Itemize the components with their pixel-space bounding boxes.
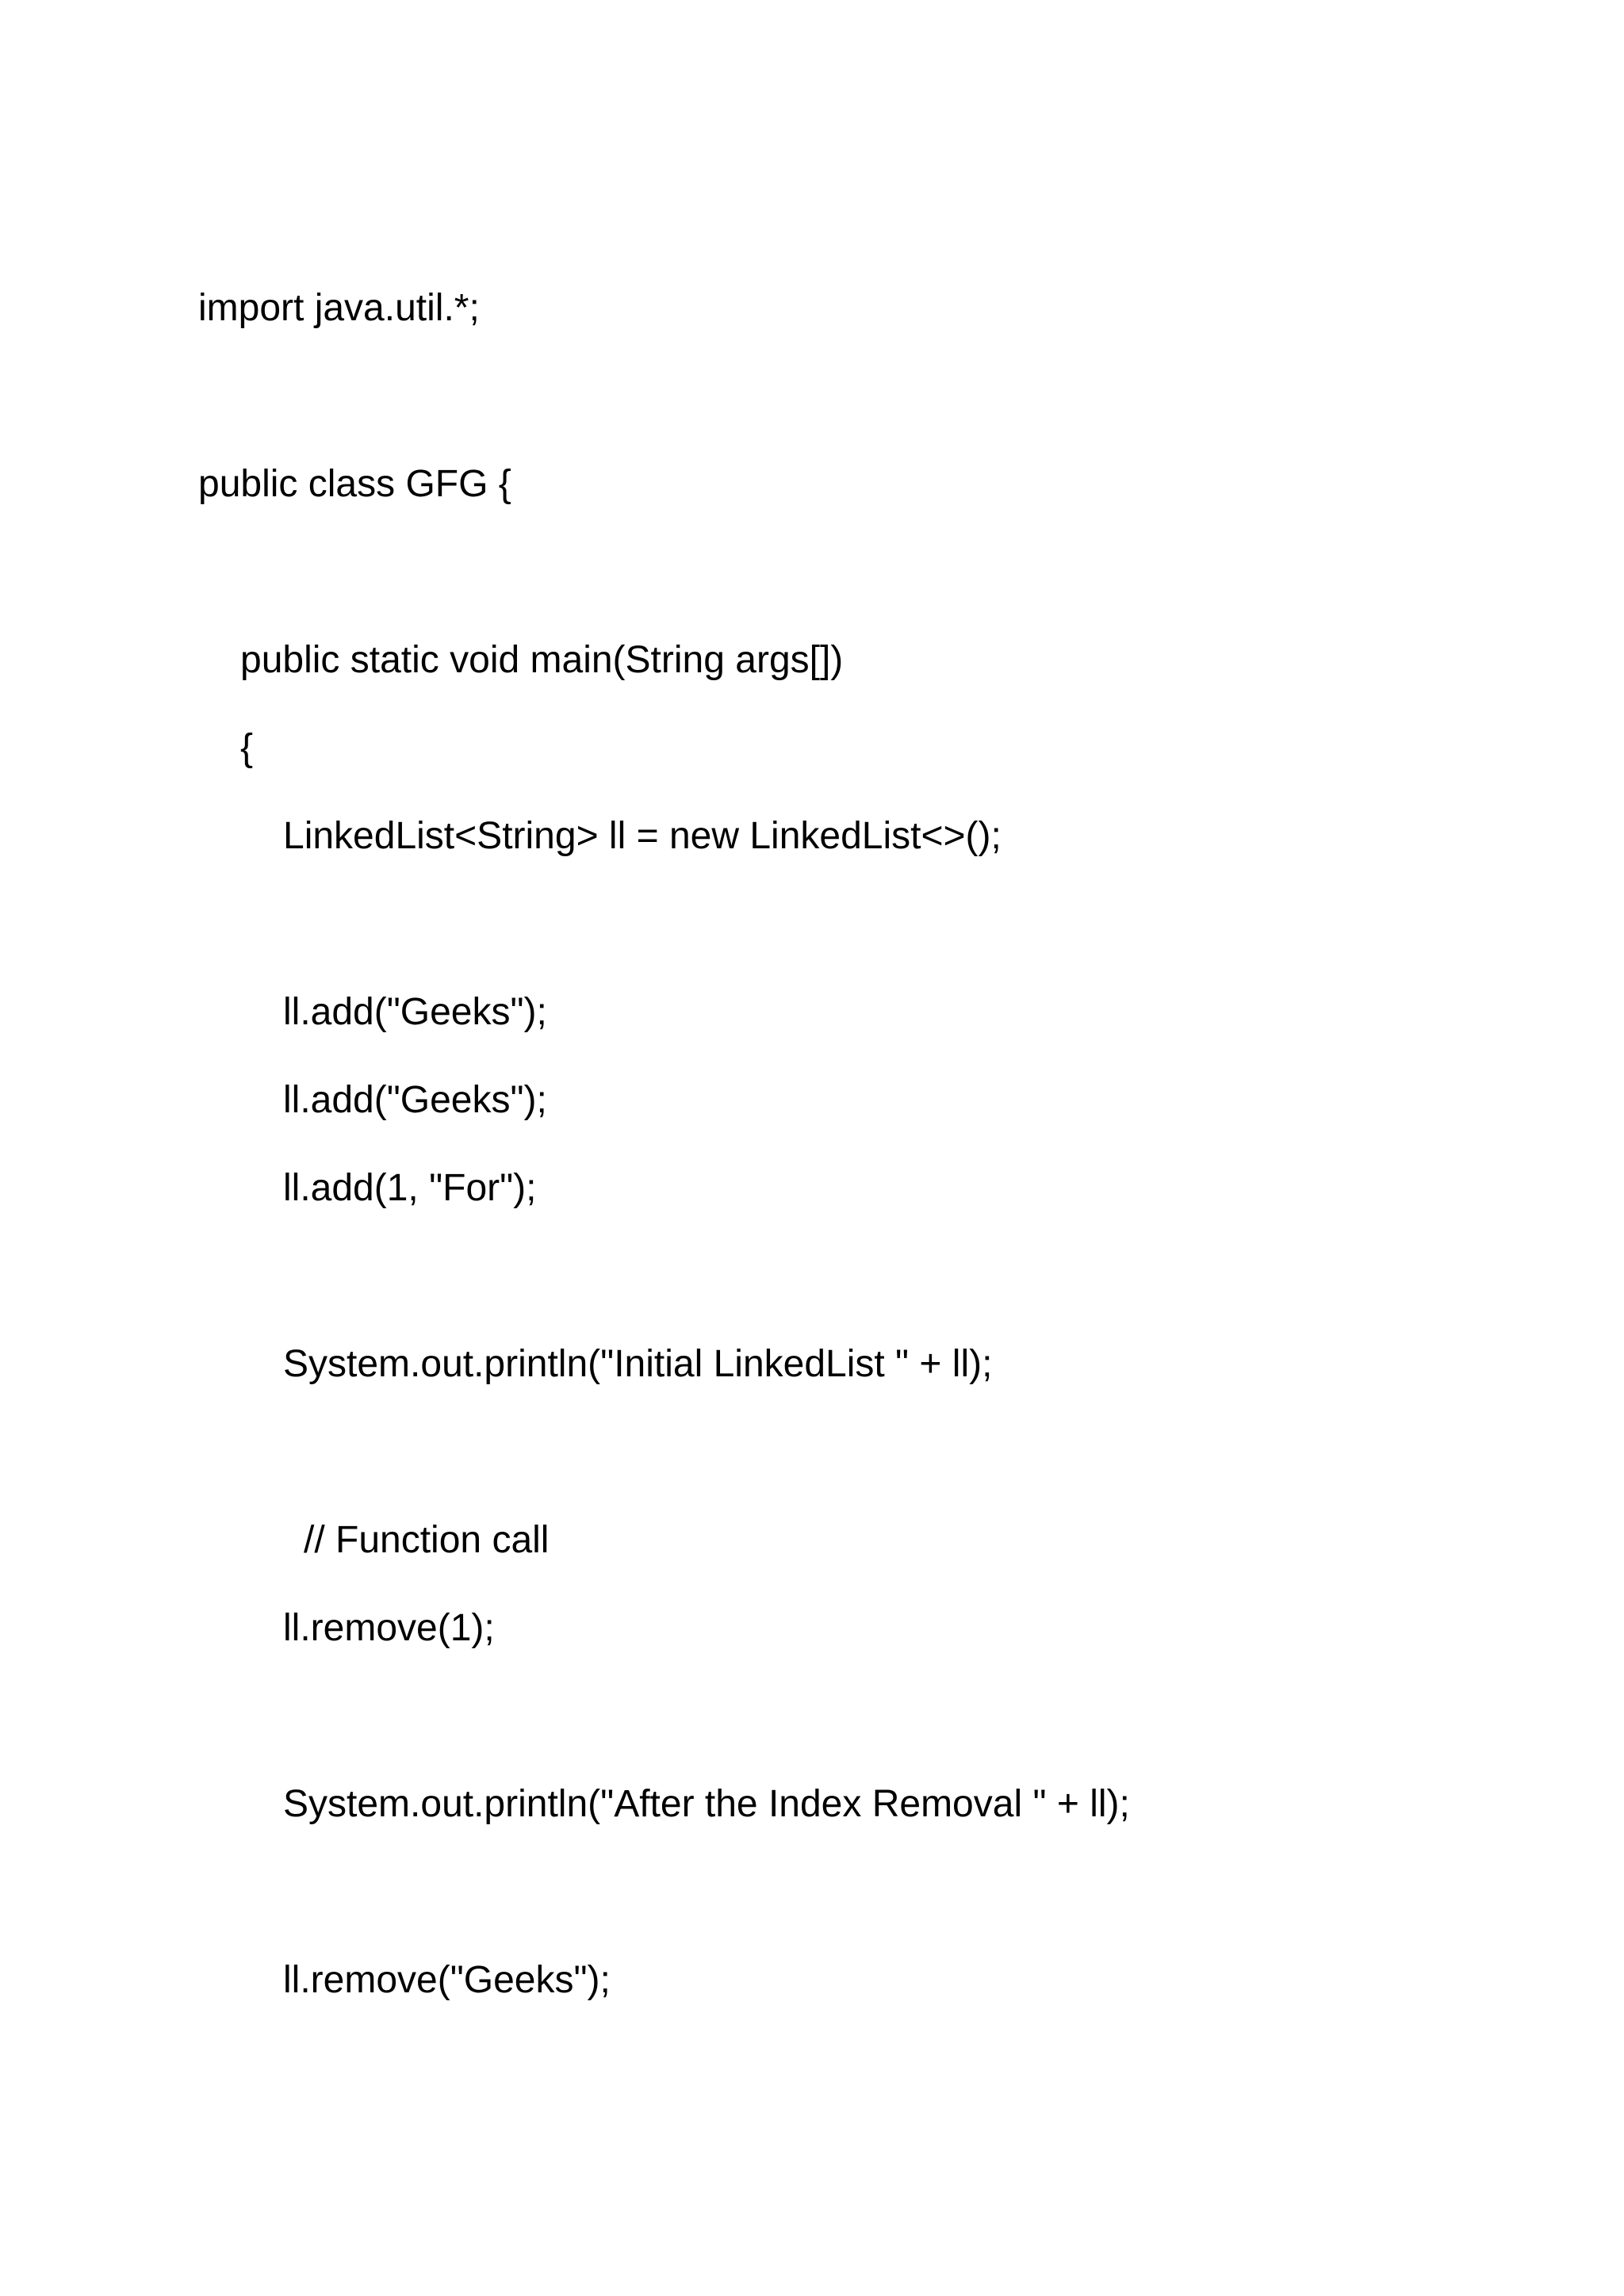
code-line-print-initial: System.out.println("Initial LinkedList " + ll); [283, 1343, 993, 1385]
code-line-import: import java.util.*; [198, 287, 480, 329]
code-line-remove-index: ll.remove(1); [283, 1607, 495, 1649]
code-line-comment: // Function call [304, 1519, 550, 1561]
code-line-add-geeks-1: ll.add("Geeks"); [283, 991, 547, 1033]
code-line-print-after-removal: System.out.println("After the Index Removal " + ll); [283, 1783, 1130, 1825]
code-line-open-brace: { [240, 727, 254, 769]
code-line-class-declaration: public class GFG { [198, 463, 511, 505]
code-line-main-signature: public static void main(String args[]) [240, 639, 844, 681]
code-line-add-for: ll.add(1, "For"); [283, 1167, 537, 1209]
code-line-add-geeks-2: ll.add("Geeks"); [283, 1079, 547, 1121]
code-line-remove-geeks: ll.remove("Geeks"); [283, 1959, 611, 2001]
code-line-list-declaration: LinkedList<String> ll = new LinkedList<>(); [283, 815, 1002, 857]
